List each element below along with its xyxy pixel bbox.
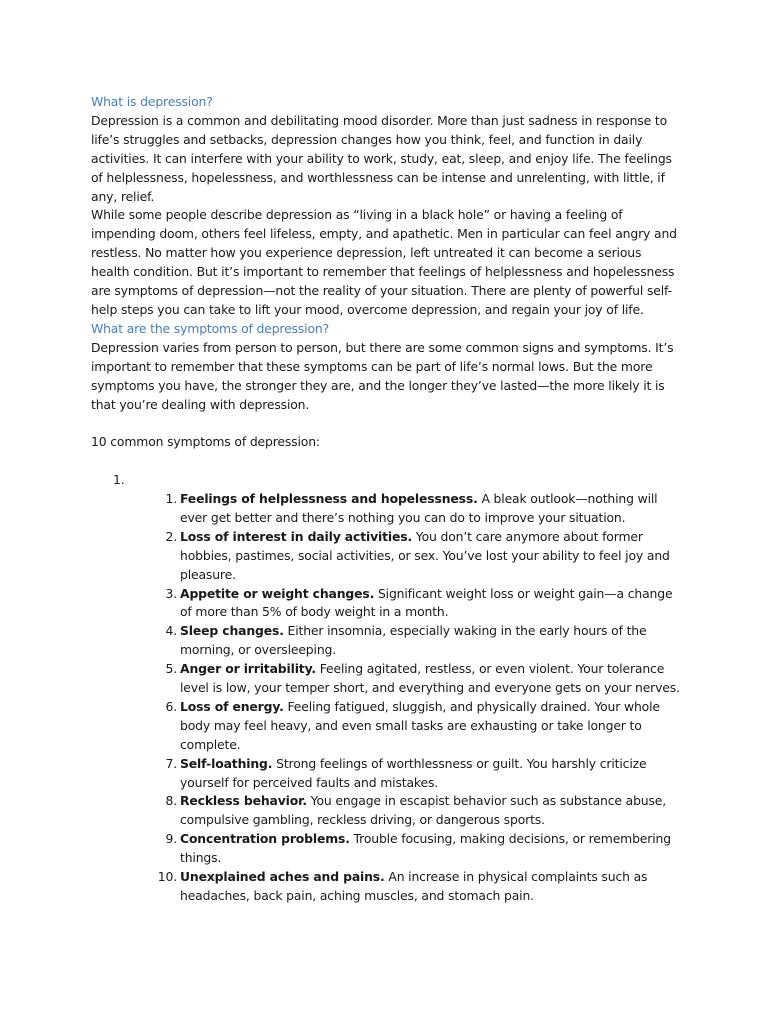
outer-list-number: 1. [113, 472, 125, 488]
paragraph-what-2: While some people describe depression as “living in a black hole” or having a feeling of impending doom, others feel lifeless, empty, and apathetic. Men in particular can feel angry and restless. No matter how you experience depression, left untreated it can become a serious health condition. But it’s important to remember that feelings of helplessness and hopelessness are symptoms of depression—not the reality of your situation. There are plenty of powerful self-help steps you can take to lift your mood, overcome depression, and regain your joy of life. [91, 207, 677, 317]
symptom-number: 4. [165, 623, 177, 639]
symptom-title: Feelings of helplessness and hopelessness. [180, 490, 478, 506]
symptom-title: Sleep changes. [180, 623, 284, 639]
symptom-item [91, 490, 681, 528]
symptom-item [91, 660, 681, 698]
symptom-title: Reckless behavior. [180, 793, 307, 809]
symptom-item [91, 792, 681, 830]
symptom-number: 8. [165, 793, 177, 809]
symptom-text: An increase in physical complaints such as headaches, back pain, aching muscles, and stomach pain. [180, 869, 648, 904]
symptom-item [91, 698, 681, 755]
symptom-text: Either insomnia, especially waking in the early hours of the morning, or oversleeping. [180, 623, 647, 658]
symptom-number: 6. [165, 698, 177, 714]
symptom-title: Concentration problems. [180, 831, 350, 847]
symptom-title: Appetite or weight changes. [180, 585, 375, 601]
symptom-title: Loss of interest in daily activities. [180, 528, 413, 544]
symptom-number: 1. [165, 490, 177, 506]
symptom-number: 7. [165, 755, 177, 771]
symptom-item [91, 622, 681, 660]
paragraph-what-1: Depression is a common and debilitating mood disorder. More than just sadness in response to life’s struggles and setbacks, depression changes how you think, feel, and function in daily activities. It can interfere with your ability to work, study, eat, sleep, and enjoy life. The feelings of helplessness, hopelessness, and worthlessness can be intense and unrelenting, with little, if any, relief. [91, 112, 672, 204]
symptom-text: Strong feelings of worthlessness or guilt. You harshly criticize yourself for perceived faults and mistakes. [180, 755, 647, 790]
symptom-number: 3. [165, 585, 177, 601]
paragraph-symptoms-1: Depression varies from person to person, but there are some common signs and symptoms. It’s important to remember that these symptoms can be part of life’s normal lows. But the more symptoms you have, the stronger they are, and the longer they’ve lasted—the more likely it is that you’re dealing with depression. [91, 339, 674, 412]
symptom-title: Anger or irritability. [180, 661, 316, 677]
symptom-item [91, 755, 681, 793]
symptom-text: Trouble focusing, making decisions, or remembering things. [180, 831, 671, 866]
heading-what-is-depression: What is depression? [91, 94, 213, 109]
symptom-text: Feeling fatigued, sluggish, and physically drained. Your whole body may feel heavy, and even small tasks are exhausting or take longer to complete. [180, 698, 660, 752]
heading-symptoms: What are the symptoms of depression? [91, 320, 330, 336]
symptom-item [91, 830, 681, 868]
symptom-number: 5. [165, 661, 177, 677]
symptom-title: Self-loathing. [180, 755, 273, 771]
symptom-title: Unexplained aches and pains. [180, 869, 385, 885]
symptom-text: You don’t care anymore about former hobbies, pastimes, social activities, or sex. You’ve lost your ability to feel joy and pleasure. [180, 528, 670, 582]
blank-line [91, 452, 681, 471]
symptom-number: 10. [157, 869, 177, 885]
symptom-item [91, 528, 681, 585]
symptom-text: Significant weight loss or weight gain—a change of more than 5% of body weight in a month. [180, 585, 673, 620]
symptom-text: You engage in escapist behavior such as substance abuse, compulsive gambling, reckless driving, or dangerous sports. [180, 793, 667, 828]
outer-list [91, 471, 681, 906]
list-intro: 10 common symptoms of depression: [91, 434, 320, 450]
symptom-text: A bleak outlook—nothing will ever get better and there’s nothing you can do to improve your situation. [180, 490, 658, 525]
document-content [91, 93, 681, 906]
blank-line [91, 414, 681, 433]
symptom-text: Feeling agitated, restless, or even violent. Your tolerance level is low, your temper short, and everything and everyone gets on your nerves. [180, 661, 680, 696]
symptom-number: 9. [165, 831, 177, 847]
symptom-list [91, 490, 681, 906]
symptom-title: Loss of energy. [180, 698, 284, 714]
symptom-number: 2. [165, 528, 177, 544]
symptom-item [91, 868, 681, 906]
symptom-item [91, 585, 681, 623]
